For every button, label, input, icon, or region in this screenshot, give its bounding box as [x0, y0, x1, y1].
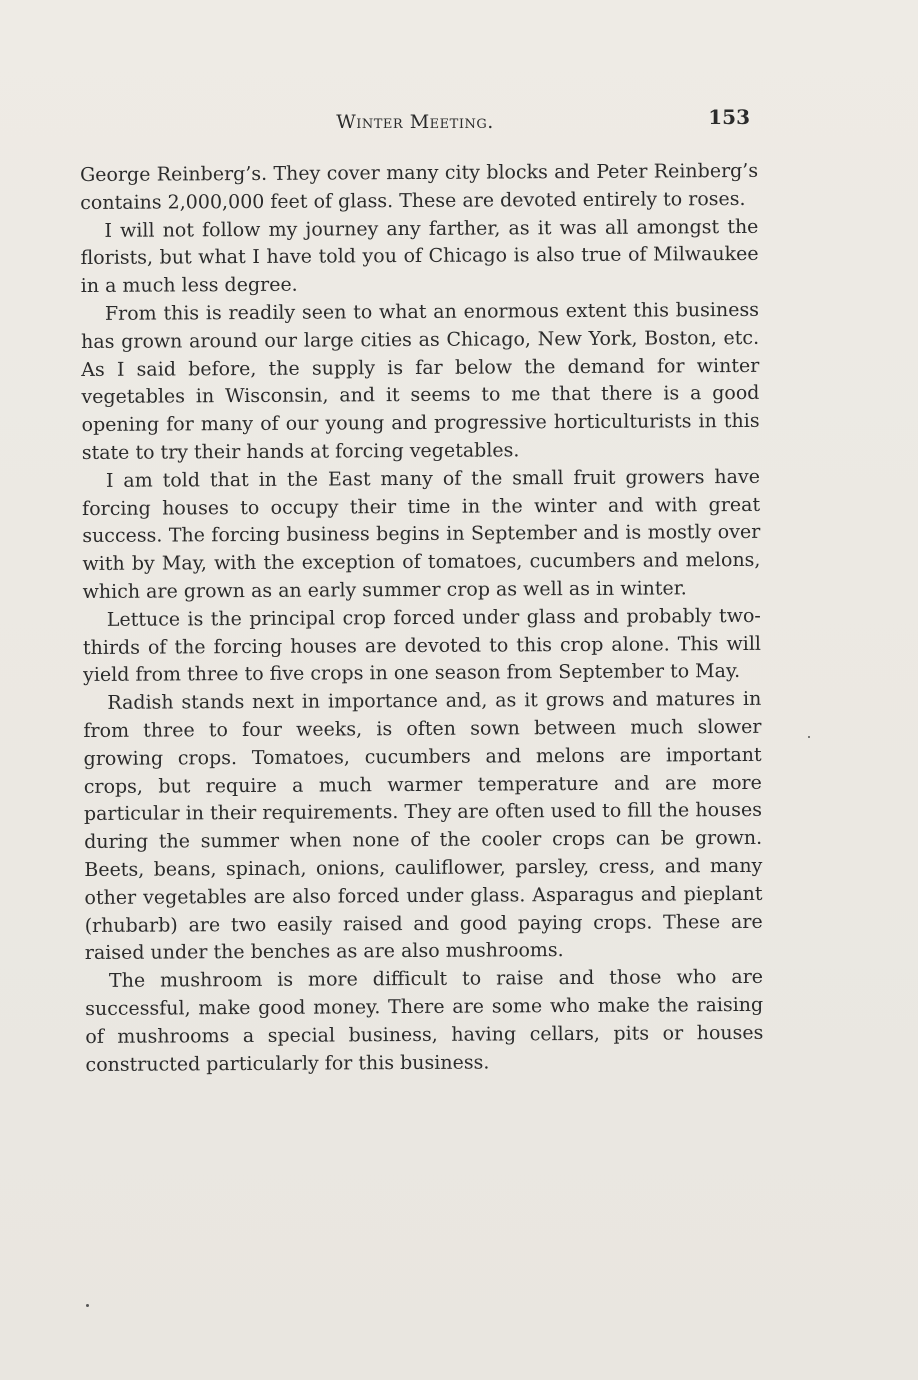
- paragraph-1: George Reinberg’s. They cover many city blocks and Peter Reinberg’s contains 2,000,000 feet of glass. These are devoted entirely to roses.: [80, 159, 759, 214]
- page-number: 153: [708, 105, 750, 129]
- body-text: [80, 158, 764, 1079]
- running-title: Winter Meeting.: [336, 111, 494, 133]
- paragraph-3: From this is readily seen to what an enormous extent this business has grown around our large cities as Chicago, New York, Boston, etc. As I said before, the supply is far below the demand for winter vegetables in Wisconsin, and it seems to me that there is a good opening for many of our young and progressive horticulturists in this state to try their hands at forcing vegetables.: [81, 298, 760, 464]
- paragraph-5: Lettuce is the principal crop forced under glass and probably two-thirds of the forcing houses are devoted to this crop alone. This will yield from three to five crops in one season from September to May.: [82, 604, 762, 687]
- paragraph-2: I will not follow my journey any farther, as it was all amongst the florists, but what I have told you of Chicago is also true of Milwaukee in a much less degree.: [80, 215, 759, 298]
- speck: [808, 736, 810, 738]
- speck: [86, 1304, 89, 1307]
- paragraph-4: I am told that in the East many of the small fruit growers have forcing houses to occupy their time in the winter and with great success. The forcing business begins in September and is mostly over with by May, with the exception of tomatoes, cucumbers and melons, which are grown as an early summer crop as well as in winter.: [82, 465, 761, 603]
- running-head: [80, 103, 750, 137]
- paragraph-7: The mushroom is more difficult to raise and those who are successful, make good money. There are some who make the raising of mushrooms a special business, having cellars, pits or houses constructed particularly for this business.: [85, 965, 764, 1076]
- paragraph-6: Radish stands next in importance and, as it grows and matures in from three to four weeks, is often sown between much slower growing crops. Tomatoes, cucumbers and melons are important crops, but require a much warmer temperature and are more particular in their requirements. They are often used to fill the houses during the summer when none of the cooler crops can be grown. Beets, beans, spinach, onions, cauliflower, parsley, cress, and many other vegetables are also forced under glass. Asparagus and pieplant (rhubarb) are two easily raised and good paying crops. These are raised under the benches as are also mushrooms.: [83, 687, 763, 965]
